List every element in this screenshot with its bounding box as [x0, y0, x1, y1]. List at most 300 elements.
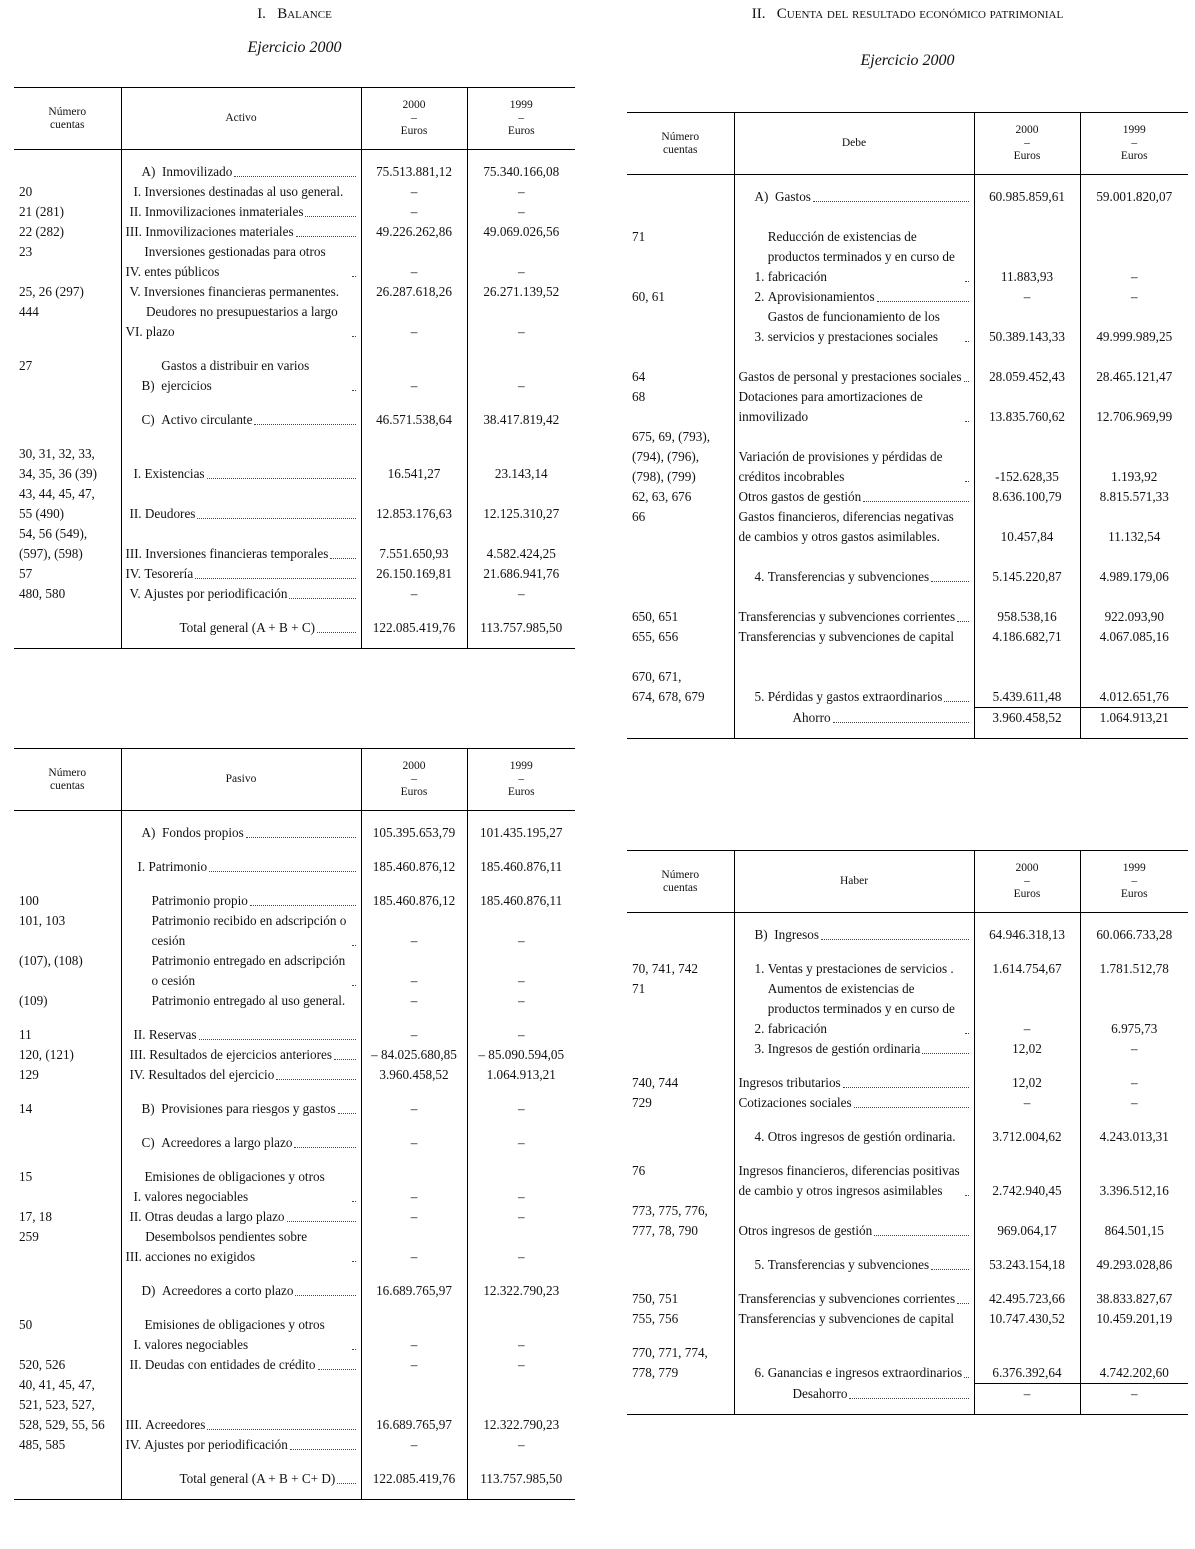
item-label: Deudas con entidades de crédito — [144, 1357, 316, 1372]
line-item — [734, 1039, 974, 1059]
value-2000: – — [361, 242, 467, 282]
value-2000: – — [361, 1355, 467, 1375]
account-numbers: 71 — [627, 227, 734, 287]
value-2000: 46.571.538,64 — [361, 410, 467, 430]
value-1999: 922.093,90 — [1104, 609, 1164, 624]
account-numbers — [14, 150, 121, 183]
item-label: Gastos de personal y prestaciones sociales — [738, 369, 962, 384]
line-item — [121, 242, 361, 282]
account-numbers — [14, 618, 121, 638]
item-label: Gastos — [775, 189, 811, 204]
item-marker: II. — [129, 506, 145, 521]
spacer-row — [627, 1404, 1188, 1415]
item-marker: III. — [125, 1249, 146, 1264]
account-numbers: 68 — [627, 387, 734, 427]
spacer-row — [14, 1267, 575, 1281]
debe-row — [627, 367, 1188, 387]
value-1999: 101.435.195,27 — [480, 825, 563, 840]
line-item — [121, 356, 361, 396]
line-item — [734, 567, 974, 587]
item-label: Ahorro — [792, 709, 831, 725]
spacer-row — [14, 342, 575, 356]
value-2000: – — [974, 979, 1080, 1039]
account-numbers: 675, 69, (793), (794), (796), (798), (799) — [627, 427, 734, 487]
pasivo-row — [14, 911, 575, 951]
spacer-row — [14, 877, 575, 891]
value-1999: 185.460.876,11 — [480, 893, 563, 908]
account-numbers — [14, 857, 121, 877]
account-numbers: 50 — [14, 1315, 121, 1355]
leader-dots — [931, 581, 968, 582]
item-label: Resultados de ejercicios anteriores — [149, 1047, 333, 1062]
line-item — [121, 951, 361, 991]
leader-dots — [352, 1201, 356, 1202]
item-label: Gastos a distribuir en varios ejercicios — [161, 358, 310, 393]
value-2000: – — [361, 1227, 467, 1267]
value-2000: 16.689.765,97 — [361, 1281, 467, 1301]
account-numbers: (109) — [14, 991, 121, 1011]
leader-dots — [337, 1483, 355, 1484]
pasivo-label-header: Pasivo — [121, 749, 361, 811]
leader-dots — [821, 939, 969, 940]
item-label: Ingresos financieros, diferencias positivas de cambio y otros ingresos asimilables — [738, 1163, 960, 1198]
value-1999: 60.066.733,28 — [1096, 927, 1173, 942]
debe-row — [627, 507, 1188, 547]
item-marker: 4. — [754, 569, 768, 584]
item-label: Transferencias y subvenciones de capital — [738, 1311, 955, 1326]
debe-row — [627, 607, 1188, 627]
leader-dots — [289, 598, 355, 599]
item-label: Inmovilizaciones materiales — [145, 224, 294, 239]
value-2000: 3.960.458,52 — [974, 707, 1080, 728]
leader-dots — [317, 632, 355, 633]
debe-header — [627, 113, 1188, 175]
leader-dots — [931, 1269, 968, 1270]
value-2000: – — [361, 991, 467, 1011]
account-numbers: 259 — [14, 1227, 121, 1267]
value-1999: 113.757.985,50 — [480, 620, 563, 635]
account-numbers: 17, 18 — [14, 1207, 121, 1227]
value-1999: 11.132,54 — [1108, 529, 1161, 544]
haber-row — [627, 1039, 1188, 1059]
leader-dots — [964, 381, 969, 382]
value-1999: 23.143,14 — [494, 466, 548, 481]
item-label: Gastos de funcionamiento de los servicios y prestaciones sociales — [767, 309, 940, 344]
item-label: Otros ingresos de gestión — [738, 1223, 873, 1238]
value-1999: 1.193,92 — [1111, 469, 1158, 484]
item-label: Inversiones financieras temporales — [145, 546, 329, 561]
leader-dots — [957, 1303, 968, 1304]
value-1999: 1.781.512,78 — [1099, 961, 1169, 976]
line-item — [121, 1355, 361, 1375]
spacer-row — [14, 604, 575, 618]
spacer-row — [14, 1455, 575, 1469]
haber-header — [627, 851, 1188, 913]
value-2000: – — [974, 1383, 1080, 1404]
leader-dots — [207, 478, 356, 479]
leader-dots — [352, 985, 356, 986]
value-1999: 26.271.139,52 — [483, 284, 560, 299]
leader-dots — [843, 1087, 969, 1088]
spacer-row — [14, 396, 575, 410]
value-1999: 38.417.819,42 — [483, 412, 560, 427]
debe-row — [627, 707, 1188, 728]
value-2000: – — [361, 1315, 467, 1355]
activo-row — [14, 182, 575, 202]
line-item — [121, 1065, 361, 1085]
activo-header — [14, 88, 575, 150]
leader-dots — [833, 722, 969, 723]
account-numbers: 480, 580 — [14, 584, 121, 604]
value-2000: 64.946.318,13 — [974, 913, 1080, 946]
account-numbers — [14, 1469, 121, 1489]
account-numbers — [14, 811, 121, 844]
item-marker: III. — [125, 1417, 146, 1432]
account-numbers — [14, 410, 121, 430]
value-1999: 4.582.424,25 — [486, 546, 556, 561]
item-label: Ingresos — [774, 927, 819, 942]
value-1999: 113.757.985,50 — [480, 1471, 563, 1486]
account-numbers — [627, 913, 734, 946]
value-1999: – — [1130, 1041, 1138, 1056]
haber-row — [627, 1289, 1188, 1309]
value-2000: 2.742.940,45 — [974, 1161, 1080, 1201]
item-label: Acreedores a largo plazo — [161, 1135, 293, 1150]
activo-row — [14, 524, 575, 564]
line-item — [734, 627, 974, 647]
value-2000: 185.460.876,12 — [361, 891, 467, 911]
account-numbers: 20 — [14, 182, 121, 202]
value-2000: – — [974, 1093, 1080, 1113]
value-1999: 49.069.026,56 — [483, 224, 560, 239]
spacer-row — [627, 1241, 1188, 1255]
account-numbers — [627, 1039, 734, 1059]
line-item — [121, 584, 361, 604]
item-label: Patrimonio propio — [151, 893, 248, 908]
value-1999: – — [517, 1135, 525, 1150]
pasivo-row — [14, 1435, 575, 1455]
item-label: Resultados del ejercicio — [148, 1067, 275, 1082]
value-1999: 1.064.913,21 — [1080, 707, 1188, 728]
leader-dots — [965, 1195, 969, 1196]
leader-dots — [863, 501, 968, 502]
haber-label-header: Haber — [734, 851, 974, 913]
value-1999: 12.322.790,23 — [483, 1417, 560, 1432]
item-marker: II. — [129, 1209, 145, 1224]
value-1999: – — [517, 204, 525, 219]
line-item — [121, 410, 361, 430]
pasivo-row — [14, 1469, 575, 1489]
item-marker: VI. — [125, 324, 147, 339]
debe-row — [627, 567, 1188, 587]
value-1999: – — [517, 1189, 525, 1204]
leader-dots — [957, 621, 968, 622]
item-label: Transferencias y subvenciones — [767, 1257, 930, 1272]
leader-dots — [352, 276, 356, 277]
leader-dots — [246, 837, 356, 838]
debe-accounts-header: Número cuentas — [627, 113, 734, 175]
account-numbers: 101, 103 — [14, 911, 121, 951]
leader-dots — [199, 1039, 356, 1040]
value-2000: 7.551.650,93 — [361, 524, 467, 564]
item-label: Inversiones gestionadas para otros entes públicos — [144, 244, 326, 279]
pasivo-row — [14, 1045, 575, 1065]
item-label: Otros gastos de gestión — [738, 489, 862, 504]
balance-heading — [14, 6, 575, 23]
line-item — [121, 302, 361, 342]
line-item — [121, 1045, 361, 1065]
haber-year-1999-header: 1999 – Euros — [1080, 851, 1188, 913]
debe-row — [627, 487, 1188, 507]
value-2000: 10.457,84 — [974, 507, 1080, 547]
leader-dots — [352, 390, 356, 391]
spacer-row — [627, 1059, 1188, 1073]
leader-dots — [294, 1147, 355, 1148]
account-numbers — [627, 707, 734, 728]
pasivo-row — [14, 891, 575, 911]
spacer-row — [14, 638, 575, 649]
haber-row — [627, 1309, 1188, 1329]
line-item — [121, 1375, 361, 1435]
value-2000: 12,02 — [974, 1073, 1080, 1093]
leader-dots — [352, 1261, 356, 1262]
debe-row — [627, 287, 1188, 307]
line-item — [734, 287, 974, 307]
debe-row — [627, 307, 1188, 347]
spacer-row — [627, 587, 1188, 607]
line-item — [734, 1289, 974, 1309]
activo-row — [14, 356, 575, 396]
resultado-title: Cuenta del resultado económico patrimonial — [776, 6, 1064, 22]
value-2000: 5.145.220,87 — [974, 567, 1080, 587]
value-2000: 13.835.760,62 — [974, 387, 1080, 427]
account-numbers: 650, 651 — [627, 607, 734, 627]
pasivo-row — [14, 1025, 575, 1045]
line-item — [734, 387, 974, 427]
value-1999: 8.815.571,33 — [1099, 489, 1169, 504]
pasivo-row — [14, 1167, 575, 1207]
activo-row — [14, 484, 575, 524]
value-1999: – 85.090.594,05 — [478, 1047, 565, 1062]
account-numbers: 54, 56 (549), (597), (598) — [14, 524, 121, 564]
haber-table — [627, 850, 1188, 1415]
leader-dots — [318, 1369, 356, 1370]
line-item — [734, 1383, 974, 1404]
spacer-row — [14, 1153, 575, 1167]
haber-row — [627, 913, 1188, 946]
account-numbers: 14 — [14, 1099, 121, 1119]
activo-table — [14, 87, 575, 649]
line-item — [121, 1435, 361, 1455]
leader-dots — [813, 201, 969, 202]
item-marker: C) — [141, 412, 162, 427]
value-1999: – — [517, 324, 525, 339]
item-label: Patrimonio entregado en adscripción o cesión — [151, 953, 346, 988]
pasivo-row — [14, 991, 575, 1011]
value-1999: 4.989.179,06 — [1099, 569, 1169, 584]
item-label: Inversiones destinadas al uso general. — [144, 184, 344, 199]
value-1999: 4.742.202,60 — [1099, 1364, 1169, 1380]
value-2000: 3.960.458,52 — [361, 1065, 467, 1085]
leader-dots — [849, 1398, 968, 1399]
value-1999: 49.999.989,25 — [1096, 329, 1173, 344]
item-label: Transferencias y subvenciones corrientes — [738, 609, 956, 624]
account-numbers: (107), (108) — [14, 951, 121, 991]
leader-dots — [330, 558, 355, 559]
line-item — [121, 1315, 361, 1355]
line-item — [121, 811, 361, 844]
value-2000: 12,02 — [974, 1039, 1080, 1059]
haber-row — [627, 1093, 1188, 1113]
line-item — [121, 891, 361, 911]
pasivo-row — [14, 1065, 575, 1085]
line-item — [734, 979, 974, 1039]
leader-dots — [287, 1221, 356, 1222]
item-label: Pérdidas y gastos extraordinarios — [767, 689, 943, 704]
item-label: Dotaciones para amortizaciones de inmovilizado — [738, 389, 923, 424]
spacer-row — [14, 843, 575, 857]
activo-row — [14, 302, 575, 342]
account-numbers: 120, (121) — [14, 1045, 121, 1065]
item-label: Desahorro — [792, 1385, 848, 1401]
debe-row — [627, 175, 1188, 208]
value-1999: – — [1080, 1383, 1188, 1404]
item-label: Acreedores — [145, 1417, 206, 1432]
item-marker: I. — [133, 1337, 145, 1352]
item-marker: IV. — [129, 1067, 149, 1082]
value-1999: 10.459.201,19 — [1096, 1311, 1173, 1326]
item-label: Ventas y prestaciones de servicios . — [767, 961, 954, 976]
leader-dots — [944, 701, 968, 702]
leader-dots — [234, 176, 355, 177]
account-numbers: 11 — [14, 1025, 121, 1045]
spacer-row — [627, 945, 1188, 959]
account-numbers: 40, 41, 45, 47, 521, 523, 527, 528, 529, 55, 56 — [14, 1375, 121, 1435]
account-numbers: 76 — [627, 1161, 734, 1201]
value-2000: – — [361, 202, 467, 222]
debe-row — [627, 667, 1188, 707]
debe-row — [627, 227, 1188, 287]
spacer-row — [627, 347, 1188, 367]
item-label: Patrimonio entregado al uso general. — [151, 993, 346, 1008]
item-marker: 6. — [754, 1365, 768, 1380]
item-label: Ingresos tributarios — [738, 1075, 841, 1090]
value-1999: – — [517, 973, 525, 988]
value-2000: 49.226.262,86 — [361, 222, 467, 242]
pasivo-row — [14, 1227, 575, 1267]
leader-dots — [338, 1113, 356, 1114]
item-marker: 1. — [754, 269, 768, 284]
line-item — [734, 507, 974, 547]
item-label: Desembolsos pendientes sobre acciones no exigidos — [145, 1229, 308, 1264]
item-marker: 4. — [754, 1129, 768, 1144]
spacer-row — [627, 1147, 1188, 1161]
activo-row — [14, 202, 575, 222]
value-2000: 1.614.754,67 — [974, 959, 1080, 979]
spacer-row — [14, 1489, 575, 1500]
line-item — [734, 487, 974, 507]
account-numbers — [627, 1383, 734, 1404]
debe-label-header: Debe — [734, 113, 974, 175]
haber-row — [627, 1201, 1188, 1241]
account-numbers: 66 — [627, 507, 734, 547]
line-item — [734, 1127, 974, 1147]
activo-row — [14, 410, 575, 430]
item-marker: D) — [141, 1283, 163, 1298]
item-label: Deudores — [144, 506, 196, 521]
line-item — [734, 1161, 974, 1201]
account-numbers: 755, 756 — [627, 1309, 734, 1329]
line-item — [734, 959, 974, 979]
account-numbers: 750, 751 — [627, 1289, 734, 1309]
value-2000: 60.985.859,61 — [974, 175, 1080, 208]
line-item — [121, 1207, 361, 1227]
account-numbers — [14, 1281, 121, 1301]
line-item — [121, 564, 361, 584]
activo-row — [14, 618, 575, 638]
account-numbers: 444 — [14, 302, 121, 342]
leader-dots — [352, 1349, 356, 1350]
line-item — [121, 484, 361, 524]
leader-dots — [295, 1295, 355, 1296]
line-item — [734, 1093, 974, 1113]
account-numbers: 22 (282) — [14, 222, 121, 242]
item-marker: B) — [141, 1101, 162, 1116]
leader-dots — [965, 481, 969, 482]
value-2000: 16.689.765,97 — [361, 1375, 467, 1435]
item-marker: 2. — [754, 289, 768, 304]
value-2000: – — [361, 1435, 467, 1455]
resultado-number: II. — [751, 6, 766, 22]
leader-dots — [254, 424, 355, 425]
item-marker: A) — [754, 189, 776, 204]
resultado-heading — [627, 6, 1188, 23]
spacer-row — [627, 1113, 1188, 1127]
debe-year-1999-header: 1999 – Euros — [1080, 113, 1188, 175]
account-numbers: 129 — [14, 1065, 121, 1085]
item-marker: 2. — [754, 1021, 768, 1036]
item-label: Ajustes por periodificación — [143, 586, 288, 601]
debe-row — [627, 387, 1188, 427]
haber-row — [627, 1255, 1188, 1275]
item-label: Reservas — [148, 1027, 197, 1042]
value-1999: 49.293.028,86 — [1096, 1257, 1173, 1272]
item-label: Acreedores a corto plazo — [162, 1283, 294, 1298]
spacer-row — [14, 1301, 575, 1315]
value-2000: 42.495.723,66 — [974, 1289, 1080, 1309]
item-label: Emisiones de obligaciones y otros valores negociables — [144, 1169, 325, 1204]
leader-dots — [290, 1449, 356, 1450]
pasivo-row — [14, 1315, 575, 1355]
activo-label-header: Activo — [121, 88, 361, 150]
debe-year-2000-header: 2000 – Euros — [974, 113, 1080, 175]
line-item — [121, 1281, 361, 1301]
line-item — [734, 667, 974, 707]
value-2000: 50.389.143,33 — [974, 307, 1080, 347]
value-1999: – — [517, 933, 525, 948]
value-2000: – 84.025.680,85 — [361, 1045, 467, 1065]
haber-row — [627, 979, 1188, 1039]
value-2000: 122.085.419,76 — [361, 618, 467, 638]
account-numbers — [627, 1255, 734, 1275]
line-item — [734, 607, 974, 627]
item-marker: V. — [129, 284, 144, 299]
activo-year-2000-header: 2000 – Euros — [361, 88, 467, 150]
item-label: Aprovisionamientos — [767, 289, 875, 304]
line-item — [121, 1025, 361, 1045]
item-marker: II. — [129, 1357, 145, 1372]
pasivo-year-2000-header: 2000 – Euros — [361, 749, 467, 811]
